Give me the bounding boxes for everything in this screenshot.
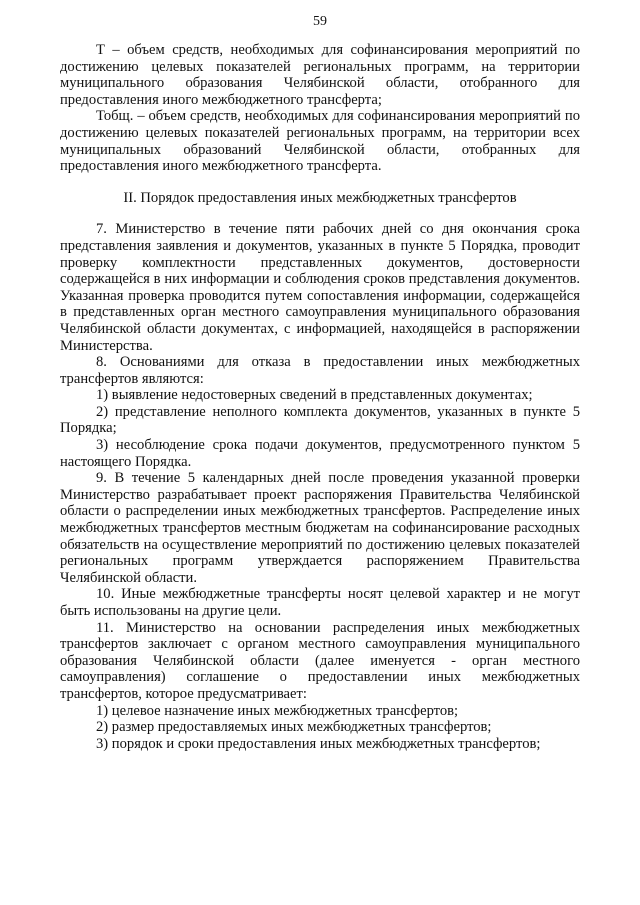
paragraph-t-definition: Т – объем средств, необходимых для софинансирования мероприятий по достижению целевых показателей региональных программ, на территории муниципального образования Челябинской области, отобранного для предоставления иного межбюджетного трансферта;	[60, 42, 580, 108]
document-body	[60, 42, 580, 752]
paragraph-item-10: 10. Иные межбюджетные трансферты носят целевой характер и не могут быть использованы на другие цели.	[60, 586, 580, 619]
paragraph-item-11-2: 2) размер предоставляемых иных межбюджетных трансфертов;	[96, 719, 492, 736]
paragraph-item-8-3: 3) несоблюдение срока подачи документов, предусмотренного пунктом 5 настоящего Порядка.	[60, 437, 580, 470]
paragraph-item-8-1: 1) выявление недостоверных сведений в представленных документах;	[96, 387, 533, 404]
paragraph-item-8-2: 2) представление неполного комплекта документов, указанных в пункте 5 Порядка;	[60, 403, 580, 437]
paragraph-item-11: 11. Министерство на основании распределения иных межбюджетных трансфертов заключает с органом местного самоуправления муниципального образования Челябинской области (далее именуется - орган местного самоуправления) соглашение о предоставлении иных межбюджетных трансфертов, которое предусматривает:	[60, 619, 580, 702]
paragraph-item-9: 9. В течение 5 календарных дней после проведения указанной проверки Министерство разрабатывает проект распоряжения Правительства Челябинской области о распределении иных межбюджетных трансфертов. Распределение иных межбюджетных трансфертов местным бюджетам на софинансирование расходных обязательств на осуществление мероприятий по достижению целевых показателей региональных программ утверждается распоряжением Правительства Челябинской области.	[60, 470, 580, 586]
paragraph-tobsch-definition: Тобщ. – объем средств, необходимых для софинансирования мероприятий по достижению целевых показателей региональных программ, на территории всех муниципальных образований Челябинской области, отобранных для предоставления иного межбюджетного трансферта.	[60, 108, 580, 175]
section-heading: II. Порядок предоставления иных межбюджетных трансфертов	[123, 189, 517, 206]
paragraph-item-8: 8. Основаниями для отказа в предоставлении иных межбюджетных трансфертов являются:	[60, 354, 580, 387]
paragraph-item-11-3: 3) порядок и сроки предоставления иных межбюджетных трансфертов;	[96, 735, 541, 752]
paragraph-item-7: 7. Министерство в течение пяти рабочих дней со дня окончания срока представления заявления и документов, указанных в пункте 5 Порядка, проводит проверку комплектности представленных документов, достоверности содержащейся в них информации и соблюдения сроков представления документов. Указанная проверка проводится путем сопоставления информации, содержащейся в представленных орган местного самоуправления муниципального образования Челябинской области документах, с информацией, находящейся в распоряжении Министерства.	[60, 221, 580, 354]
paragraph-item-11-1: 1) целевое назначение иных межбюджетных трансфертов;	[96, 702, 459, 719]
page-number: 59	[313, 14, 327, 29]
